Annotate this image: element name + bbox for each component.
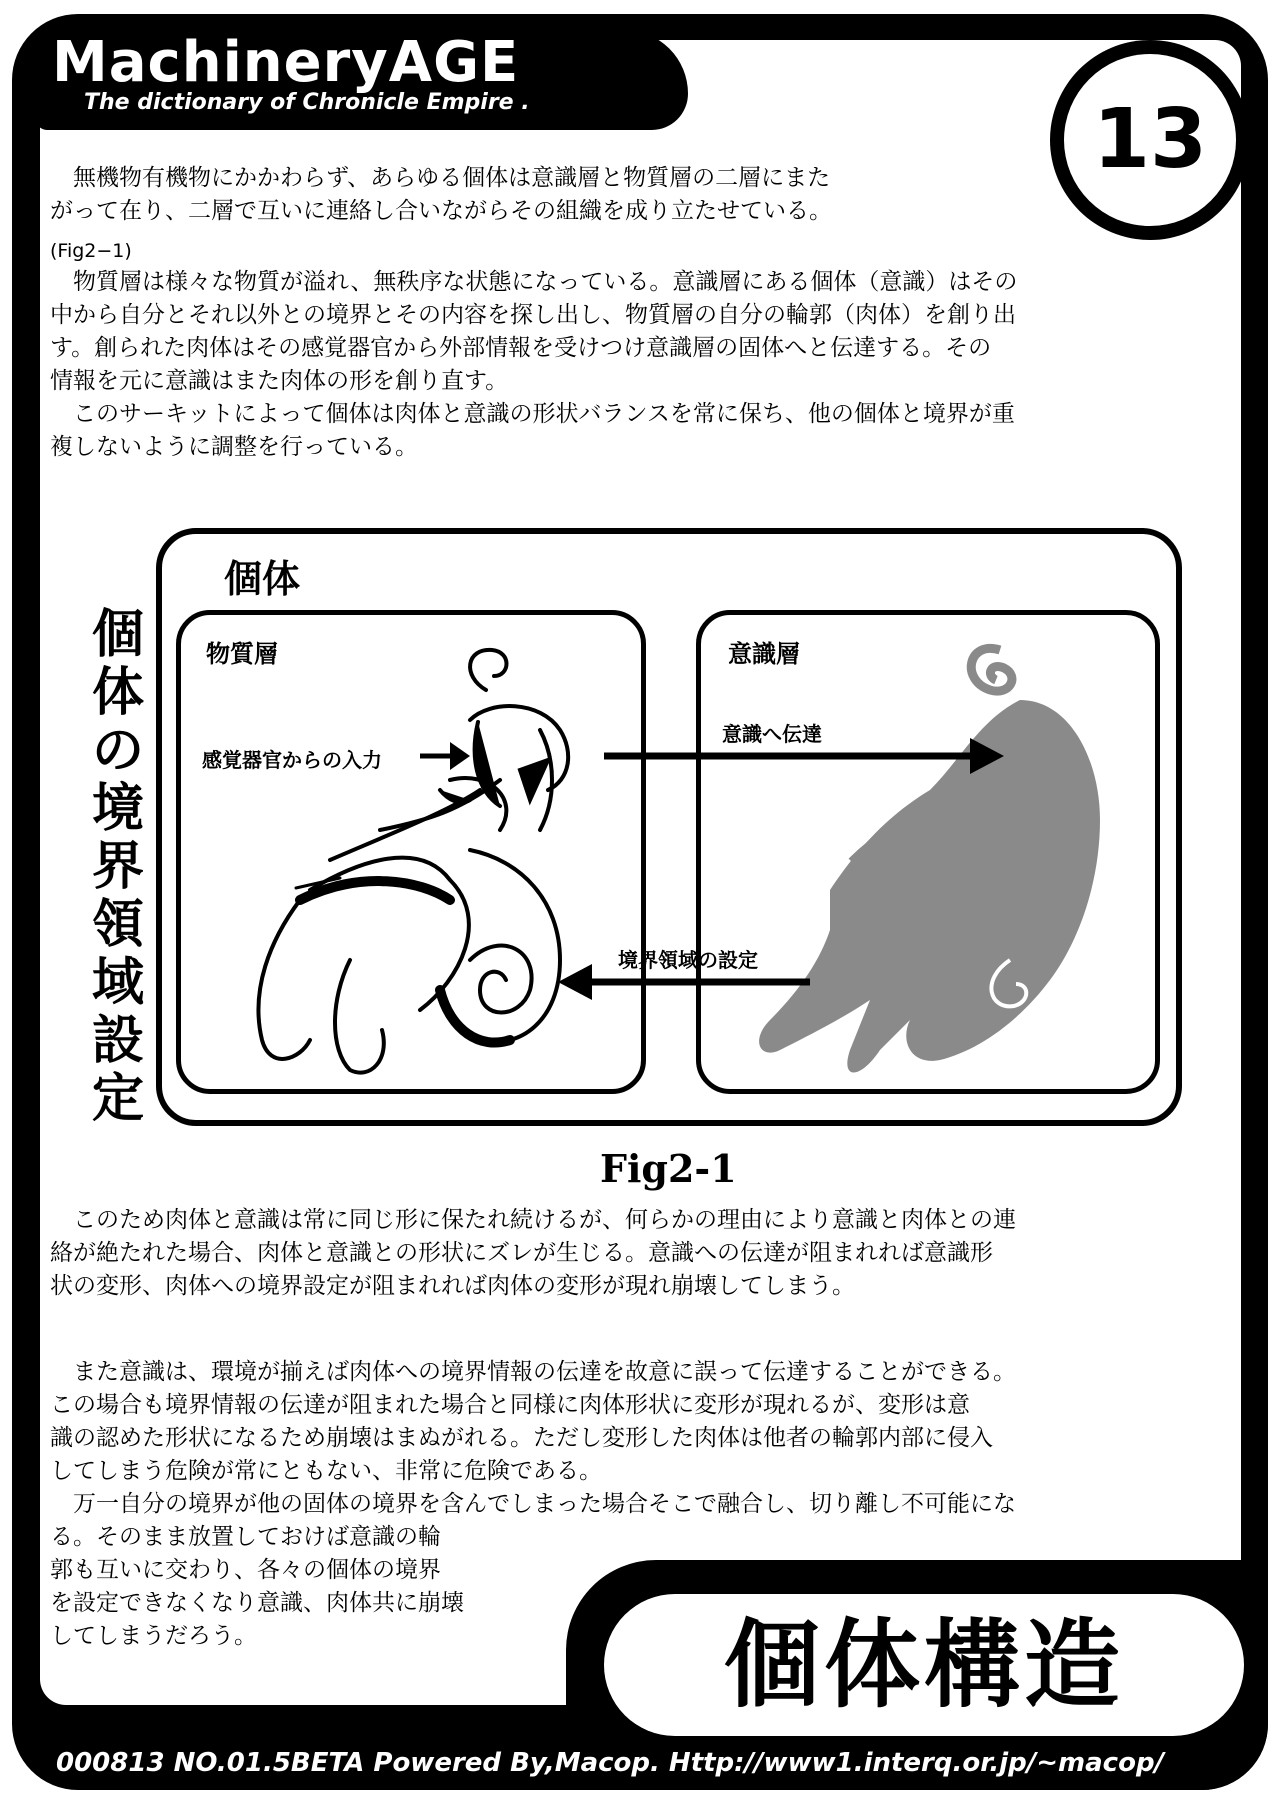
consciousness-silhouette	[759, 648, 1100, 1072]
text-line: 郭も互いに交わり、各々の個体の境界	[50, 1557, 441, 1583]
text-line: 識の認めた形状になるため崩壊はまぬがれる。ただし変形した肉体は他者の輪郭内部に侵入	[50, 1425, 993, 1451]
text-line: 中から自分とそれ以外との境界とその内容を探し出し、物質層の自分の輪郭（肉体）を創り出	[50, 302, 1016, 328]
text-line: を設定できなくなり意識、肉体共に崩壊	[50, 1590, 464, 1616]
text-line: る。そのまま放置しておけば意識の輪	[50, 1524, 441, 1550]
text-line: 状の変形、肉体への境界設定が阻まれれば肉体の変形が現れ崩壊してしまう。	[50, 1273, 855, 1299]
figure-reference: (Fig2−1)	[50, 240, 132, 262]
section-title: 個体構造	[724, 1608, 1124, 1721]
text-line: してしまうだろう。	[50, 1623, 257, 1649]
body-paragraph-4	[50, 1356, 1016, 1521]
footer-credits: 000813 NO.01.5BETA Powered By,Macop. Http://www1.interq.or.jp/~macop/	[56, 1748, 1165, 1778]
text-line: この場合も境界情報の伝達が阻まれた場合と同様に肉体形状に変形が現れるが、変形は意	[50, 1392, 970, 1418]
consciousness-layer-label: 意識層	[728, 639, 800, 668]
text-line: 絡が絶たれた場合、肉体と意識との形状にズレが生じる。意識への伝達が阻まれれば意識形	[50, 1240, 993, 1266]
text-line: 情報を元に意識はまた肉体の形を創り直す。	[50, 368, 509, 394]
text-line: また意識は、環境が揃えば肉体への境界情報の伝達を故意に誤って伝達することができる。	[50, 1359, 1016, 1385]
logo-title: MachineryAGE	[52, 30, 520, 95]
text-line: このため肉体と意識は常に同じ形に保たれ続けるが、何らかの理由により意識と肉体との連	[50, 1207, 1016, 1233]
body-paragraph-3	[50, 1204, 1016, 1303]
material-layer-label: 物質層	[206, 639, 278, 668]
text-line: 無機物有機物にかかわらず、あらゆる個体は意識層と物質層の二層にまた	[50, 165, 831, 191]
diagram-title: 個体	[224, 556, 301, 601]
text-line: してしまう危険が常にともない、非常に危険である。	[50, 1458, 602, 1484]
logo-subtitle: The dictionary of Chronicle Empire .	[84, 90, 530, 115]
page-number: 13	[1092, 92, 1208, 187]
boundary-setting-label: 境界領域の設定	[618, 948, 758, 972]
text-line: 万一自分の境界が他の固体の境界を含んでしまった場合そこで融合し、切り離し不可能にな	[50, 1491, 1016, 1517]
text-line: このサーキットによって個体は肉体と意識の形状バランスを常に保ち、他の個体と境界が重	[50, 401, 1015, 427]
text-line: がって在り、二層で互いに連絡し合いながらその組織を成り立たせている。	[50, 198, 832, 224]
text-line: す。創られた肉体はその感覚器官から外部情報を受けつけ意識層の固体へと伝達する。その	[50, 335, 992, 361]
vertical-diagram-title: 個体の境界領域設定	[91, 604, 144, 1129]
body-line-art-figure	[258, 650, 568, 1073]
text-line: 複しないように調整を行っている。	[50, 434, 418, 460]
sensory-input-label: 感覚器官からの入力	[202, 748, 382, 772]
text-line: 物質層は様々な物質が溢れ、無秩序な状態になっている。意識層にある個体（意識）はその	[50, 269, 1018, 295]
figure-caption: Fig2-1	[600, 1146, 737, 1191]
input-arrow	[420, 742, 470, 770]
body-paragraph-5	[50, 1521, 464, 1653]
to-consciousness-label: 意識へ伝達	[722, 722, 822, 746]
